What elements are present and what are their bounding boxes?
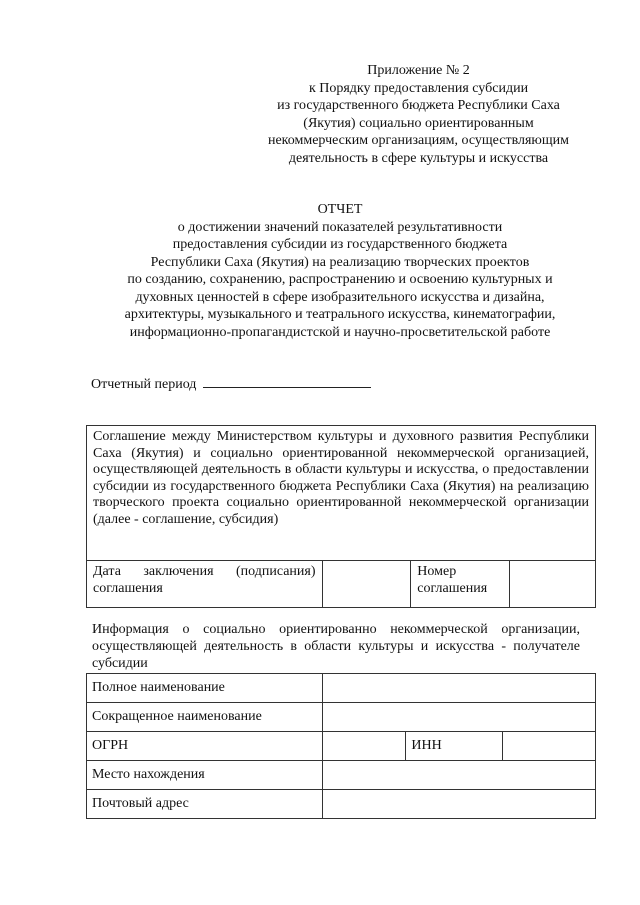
org-short-name-label: Сокращенное наименование <box>87 703 323 732</box>
org-full-name-label: Полное наименование <box>87 674 323 703</box>
appendix-line: из государственного бюджета Республики Саха <box>277 98 560 114</box>
reporting-period-blank[interactable] <box>203 372 371 388</box>
agreement-description-row <box>87 426 596 561</box>
report-title: ОТЧЕТ <box>317 202 363 217</box>
org-ogrn-value[interactable] <box>322 732 406 761</box>
agreement-table <box>86 425 596 608</box>
appendix-line: (Якутия) социально ориентированным <box>303 115 534 131</box>
org-inn-value[interactable] <box>503 732 596 761</box>
appendix-line: некоммерческим организациям, осуществляющим <box>267 133 570 149</box>
report-subtitle-line: о достижении значений показателей результативности <box>177 219 503 235</box>
org-full-name-value[interactable] <box>322 674 595 703</box>
org-ogrn-label: ОГРН <box>87 732 323 761</box>
org-row-location <box>87 761 596 790</box>
org-location-label: Место нахождения <box>87 761 323 790</box>
report-title-block <box>85 201 595 341</box>
org-postal-label: Почтовый адрес <box>87 790 323 819</box>
org-location-value[interactable] <box>322 761 595 790</box>
org-row-short-name <box>87 703 596 732</box>
reporting-period <box>91 372 371 393</box>
appendix-line: Приложение № 2 <box>367 63 470 78</box>
organization-heading: Информация о социально ориентированно некоммерческой организации, осуществляющей деятельность в области культуры и искусства - получателе субсидии <box>92 622 580 671</box>
organization-table <box>86 673 596 819</box>
org-inn-label: ИНН <box>406 732 503 761</box>
org-postal-value[interactable] <box>322 790 595 819</box>
agreement-date-value[interactable] <box>322 561 411 608</box>
report-subtitle-line: духовных ценностей в сфере изобразительного искусства и дизайна, <box>135 289 545 305</box>
report-subtitle-line: архитектуры, музыкального и театрального искусства, кинематографии, <box>124 307 556 322</box>
agreement-details-row <box>87 561 596 608</box>
org-row-ogrn-inn <box>87 732 596 761</box>
appendix-line: деятельность в сфере культуры и искусства <box>288 150 549 166</box>
report-subtitle-line: Республики Саха (Якутия) на реализацию творческих проектов <box>150 254 530 270</box>
agreement-date-label: Дата заключения (подписания) соглашения <box>87 561 323 608</box>
reporting-period-label: Отчетный период <box>91 377 197 392</box>
report-subtitle-line: по созданию, сохранению, распространению и освоению культурных и <box>127 272 553 287</box>
report-subtitle-line: предоставления субсидии из государственного бюджета <box>172 237 508 252</box>
agreement-description: Соглашение между Министерством культуры и духовного развития Республики Саха (Якутия) и социально ориентированной некоммерческой организацией, осуществляющей деятельность в области культуры и искусства, о предоставлении субсидии из государственного бюджета Республики Саха (Якутия) на реализацию творческого проекта социально ориентированной некоммерческой организации (далее - соглашение, субсидия) <box>87 426 596 561</box>
org-row-full-name <box>87 674 596 703</box>
appendix-line: к Порядку предоставления субсидии <box>308 80 529 96</box>
agreement-number-label: Номер соглашения <box>411 561 510 608</box>
org-row-postal <box>87 790 596 819</box>
org-short-name-value[interactable] <box>322 703 595 732</box>
agreement-number-value[interactable] <box>510 561 596 608</box>
report-subtitle-line: информационно-пропагандистской и научно-просветительской работе <box>129 324 551 340</box>
appendix-header <box>250 62 587 168</box>
